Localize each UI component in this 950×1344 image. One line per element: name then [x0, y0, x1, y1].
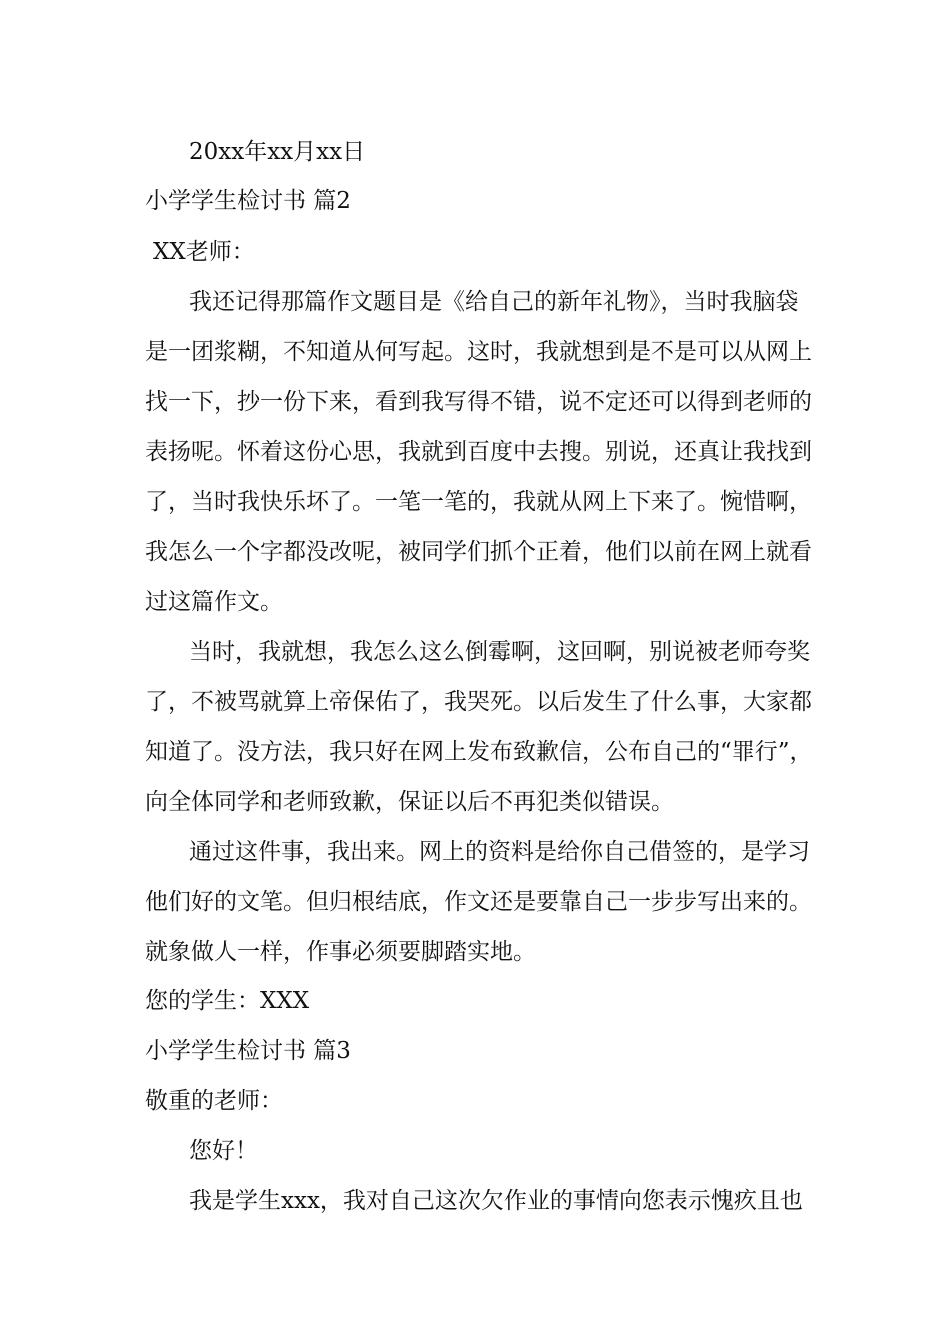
- section-3-heading: 小学学生检讨书 篇3: [145, 1038, 351, 1064]
- section-3-salutation: 敬重的老师：: [145, 1088, 283, 1114]
- section-2-salutation: XX老师：: [153, 239, 255, 265]
- body-line: 就象做人一样，作事必须要脚踏实地。: [145, 939, 536, 965]
- section-3-first-line: 我是学生xxx，我对自己这次欠作业的事情向您表示愧疚且也: [189, 1188, 803, 1214]
- section-2-heading: 小学学生检讨书 篇2: [145, 188, 351, 214]
- body-line: 是一团浆糊，不知道从何写起。这时，我就想到是不是可以从网上: [145, 339, 812, 365]
- section-3-greeting: 您好！: [189, 1138, 258, 1164]
- body-line: 向全体同学和老师致歉，保证以后不再犯类似错误。: [145, 789, 674, 815]
- body-line: 通过这件事，我出来。网上的资料是给你自己借签的，是学习: [189, 839, 810, 865]
- body-line: 当时，我就想，我怎么这么倒霉啊，这回啊，别说被老师夸奖: [189, 639, 810, 665]
- body-line: 知道了。没方法，我只好在网上发布致歉信，公布自己的“罪行”，: [145, 739, 813, 765]
- section-2-signature: 您的学生：XXX: [145, 988, 310, 1014]
- body-line: 我还记得那篇作文题目是《给自己的新年礼物》，当时我脑袋: [189, 289, 799, 315]
- body-line: 了，不被骂就算上帝保佑了，我哭死。以后发生了什么事，大家都: [145, 689, 812, 715]
- date-line: 20xx年xx月xx日: [189, 139, 366, 165]
- body-line: 找一下，抄一份下来，看到我写得不错，说不定还可以得到老师的: [145, 389, 812, 415]
- body-line: 我怎么一个字都没改呢，被同学们抓个正着，他们以前在网上就看: [145, 539, 812, 565]
- body-line: 了，当时我快乐坏了。一笔一笔的，我就从网上下来了。惋惜啊，: [145, 489, 812, 515]
- body-line: 表扬呢。怀着这份心思，我就到百度中去搜。别说，还真让我找到: [145, 439, 812, 465]
- body-line: 过这篇作文。: [145, 589, 283, 615]
- body-line: 他们好的文笔。但归根结底，作文还是要靠自己一步步写出来的。: [145, 889, 812, 915]
